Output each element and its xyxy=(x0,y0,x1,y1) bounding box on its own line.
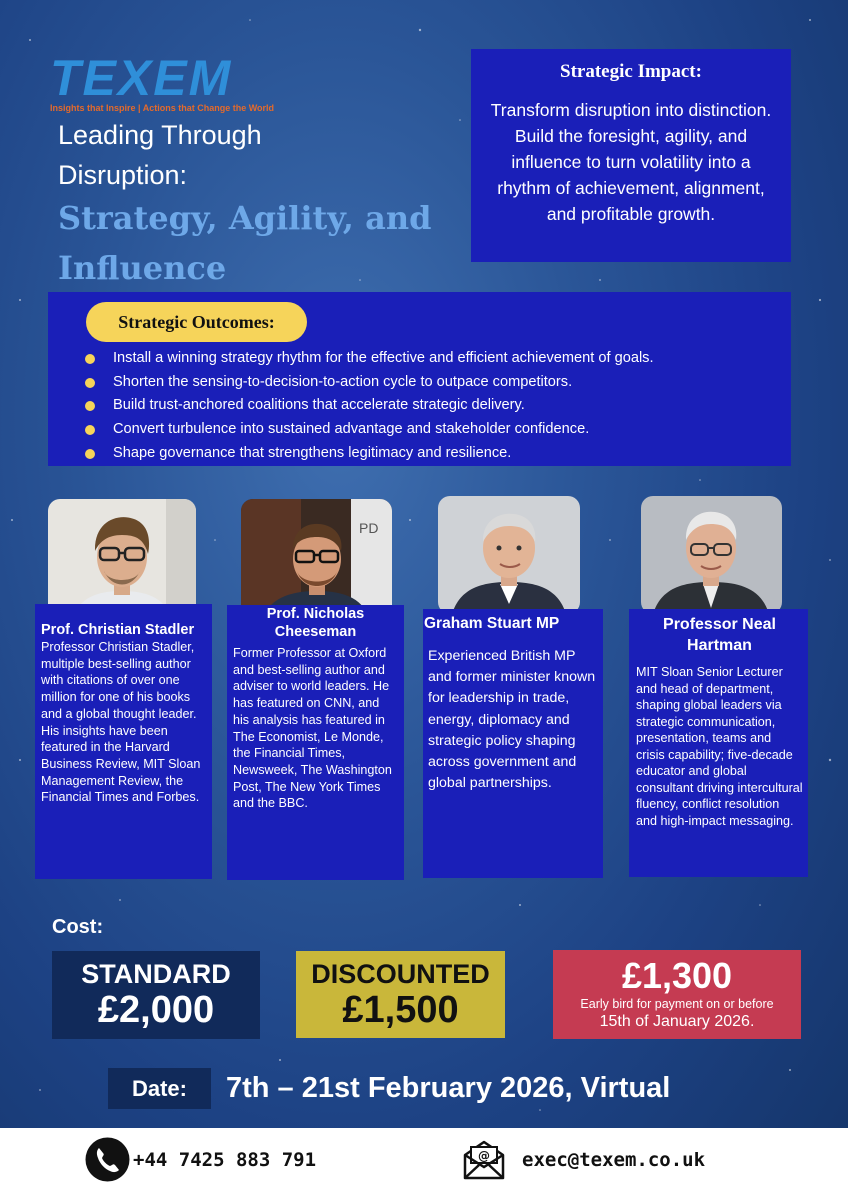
speaker-name-line-1: Professor Neal xyxy=(663,616,776,633)
title-line-2: Disruption: xyxy=(58,160,188,190)
speaker-photo-hartman xyxy=(641,496,782,614)
speaker-name: Graham Stuart MP xyxy=(424,615,560,632)
speaker-card-cheeseman xyxy=(227,605,404,880)
speaker-name-line-2: Hartman xyxy=(687,637,752,654)
date-value: 7th – 21st February 2026, Virtual xyxy=(226,1072,671,1104)
discounted-label: DISCOUNTED xyxy=(311,959,490,989)
list-item: Install a winning strategy rhythm for the effective and efficient achievement of goals. xyxy=(85,347,654,371)
speaker-card-hartman xyxy=(629,609,808,877)
speaker-name: Prof. Christian Stadler xyxy=(41,622,195,638)
speaker-bio: Experienced British MP and former minister known for leadership in trade, energy, diplomacy and strategic policy shaping across government and global partnerships. xyxy=(428,648,596,792)
speaker-card-stadler xyxy=(35,604,212,879)
outcomes-heading: Strategic Outcomes: xyxy=(86,302,307,342)
speaker-bio: MIT Sloan Senior Lecturer and head of department, shaping global leaders via strategic communication, presentation, teams and crisis capability; five-decade educator and global consultant driving intercultural fluency, conflict resolution and high-impact messaging. xyxy=(636,665,803,828)
speaker-bio: Former Professor at Oxford and best-selling author and adviser to world leaders. He has featured on CNN, and his analysis has featured in The Economist, Le Monde, the Financial Times, Newsweek, The Washington Post, The New York Times and the BBC. xyxy=(233,646,392,811)
impact-text: Transform disruption into distinction. Build the foresight, agility, and influence to turn volatility into a rhythm of achievement, alignment, and profitable growth. xyxy=(490,100,772,224)
price-box-early-bird xyxy=(553,950,801,1039)
strategic-outcomes-panel xyxy=(48,292,791,466)
early-note-line-2: 15th of January 2026. xyxy=(599,1013,755,1030)
email-link[interactable]: exec@texem.co.uk xyxy=(522,1149,706,1171)
page-title xyxy=(58,115,262,195)
speaker-name-line-1: Prof. Nicholas xyxy=(266,606,365,622)
texem-logo xyxy=(50,50,275,113)
contact-footer xyxy=(0,1128,848,1200)
svg-text:@: @ xyxy=(478,1149,490,1163)
list-item: Build trust-anchored coalitions that accelerate strategic delivery. xyxy=(85,394,654,418)
speaker-name xyxy=(233,605,398,641)
logo-wordmark: TEXEM xyxy=(50,50,233,106)
standard-label: STANDARD xyxy=(81,959,231,989)
svg-text:PD: PD xyxy=(359,520,379,536)
early-price: £1,300 xyxy=(621,955,733,996)
outcomes-list xyxy=(85,347,654,466)
list-item: Shorten the sensing-to-decision-to-action cycle to outpace competitors. xyxy=(85,371,654,395)
subtitle-line-2: Influence xyxy=(58,249,227,287)
speaker-name xyxy=(636,614,803,656)
price-box-standard xyxy=(52,951,260,1039)
phone-icon xyxy=(85,1137,130,1182)
speaker-photo-stuart xyxy=(438,496,580,614)
email-icon xyxy=(462,1139,506,1181)
logo-tagline: Insights that Inspire | Actions that Change the World xyxy=(50,103,275,113)
subtitle-line-1: Strategy, Agility, and xyxy=(58,199,432,237)
speaker-bio: Professor Christian Stadler, multiple best-selling author with citations of over one million for one of his books and a global thought leader. His insights have been featured in the Harvard Business Review, MIT Sloan Management Review, the Financial Times and Forbes. xyxy=(41,640,201,805)
price-box-discounted xyxy=(296,951,505,1038)
date-label: Date: xyxy=(108,1068,211,1109)
list-item: Shape governance that strengthens legitimacy and resilience. xyxy=(85,442,654,466)
early-note-line-1: Early bird for payment on or before xyxy=(580,997,774,1011)
title-line-1: Leading Through xyxy=(58,120,262,150)
strategic-impact-panel xyxy=(471,49,791,262)
impact-heading: Strategic Impact: xyxy=(560,61,702,82)
page-subtitle xyxy=(58,193,438,293)
phone-link[interactable]: +44 7425 883 791 xyxy=(133,1149,317,1171)
speaker-card-stuart xyxy=(423,609,603,878)
speaker-name-line-2: Cheeseman xyxy=(274,624,357,640)
standard-price: £2,000 xyxy=(97,989,215,1031)
discounted-price: £1,500 xyxy=(342,989,459,1031)
cost-label: Cost: xyxy=(52,916,104,938)
list-item: Convert turbulence into sustained advantage and stakeholder confidence. xyxy=(85,418,654,442)
